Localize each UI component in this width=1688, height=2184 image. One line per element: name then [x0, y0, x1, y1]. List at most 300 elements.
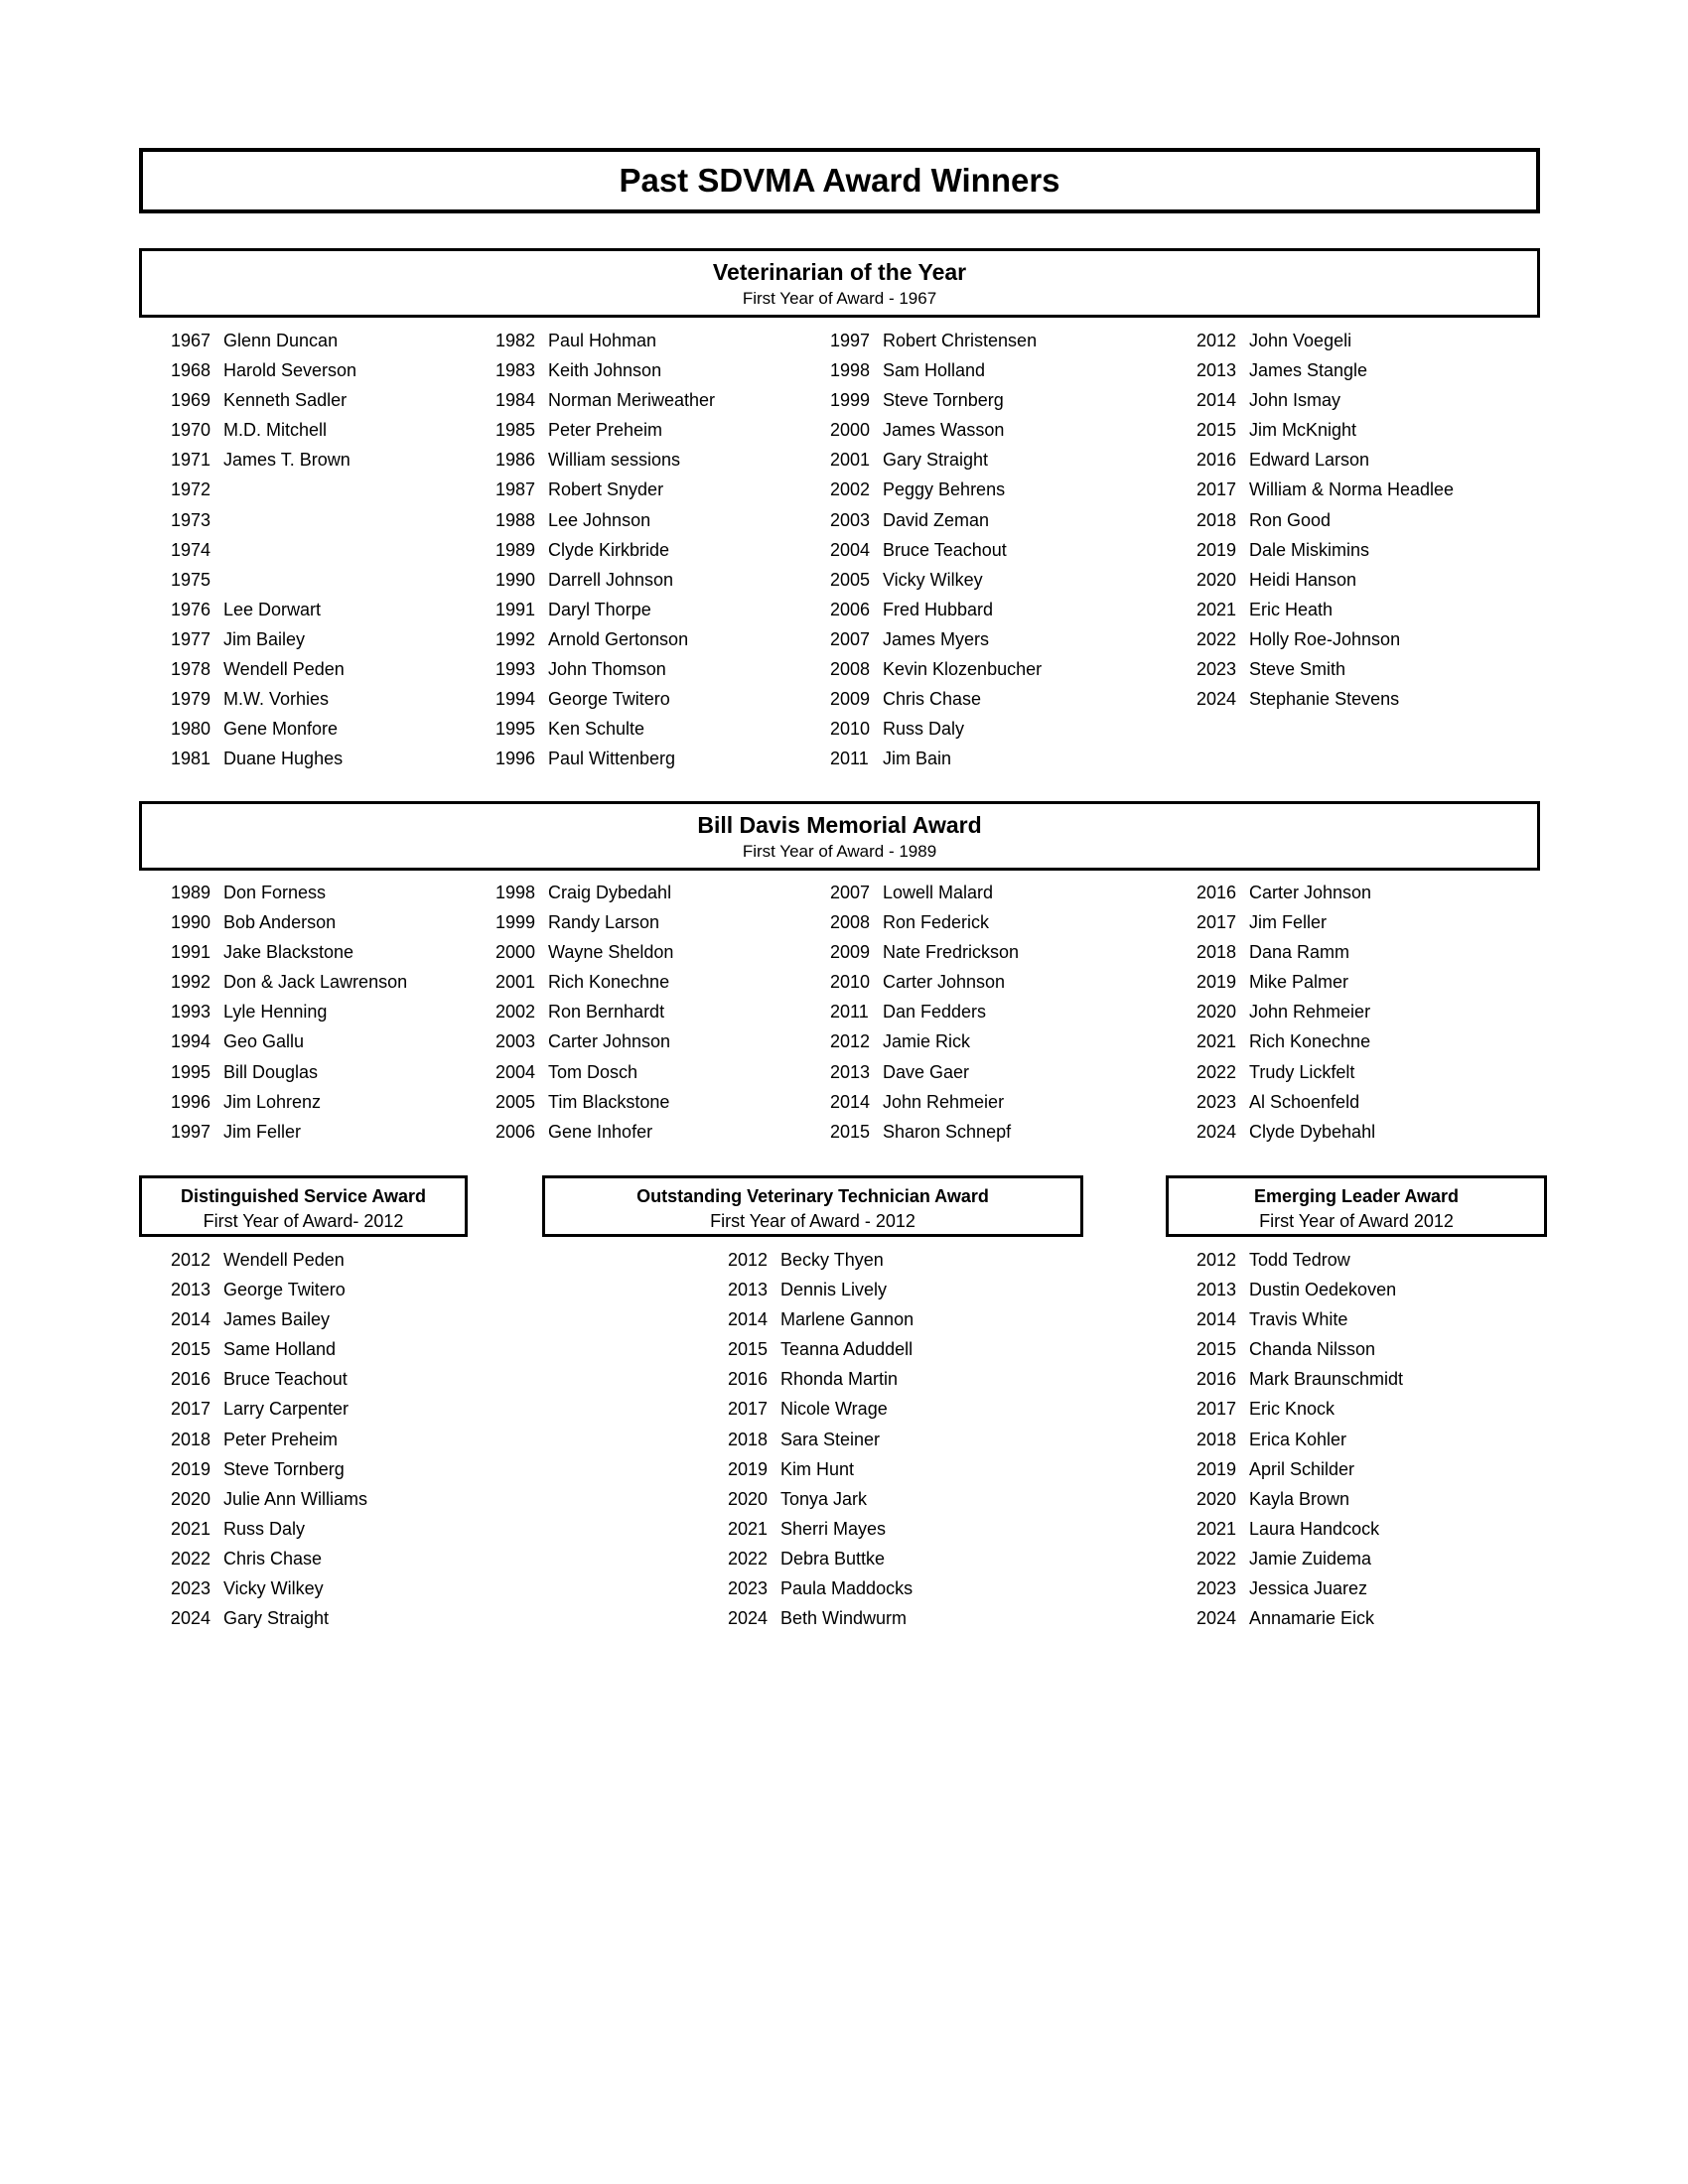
award-recipient: Julie Ann Williams: [223, 1488, 368, 1509]
award-recipient: Robert Snyder: [548, 479, 664, 500]
award-recipient: Kim Hunt: [780, 1458, 855, 1479]
award-entry: [495, 475, 715, 504]
award-year: 2016: [1196, 883, 1237, 902]
award-year: 2017: [728, 1399, 769, 1420]
section-title: Bill Davis Memorial Award: [697, 812, 982, 838]
award-entry: [171, 1484, 367, 1514]
award-recipient: Annamarie Eick: [1249, 1608, 1375, 1629]
award-recipient: Norman Meriweather: [548, 390, 716, 411]
award-recipient: Teanna Aduddell: [780, 1339, 914, 1360]
award-year: 1996: [171, 1091, 211, 1112]
award-year: 2018: [1196, 1429, 1237, 1449]
award-entry: [495, 878, 673, 907]
award-entry: [830, 997, 1019, 1026]
award-recipient: Kayla Brown: [1249, 1488, 1350, 1509]
award-year: 2014: [728, 1309, 769, 1330]
award-recipient: Tom Dosch: [548, 1061, 638, 1082]
award-recipient: Craig Dybedahl: [548, 883, 672, 902]
award-entry: [830, 385, 1042, 415]
section-title: Veterinarian of the Year: [712, 259, 967, 285]
award-year: 1995: [495, 719, 536, 740]
award-entry: [1196, 1026, 1375, 1056]
award-entry: [171, 1573, 367, 1603]
award-entry: [1196, 1334, 1403, 1364]
award-recipient: Al Schoenfeld: [1249, 1091, 1360, 1112]
award-recipient: Lee Dorwart: [223, 599, 322, 619]
award-recipient: Peter Preheim: [223, 1429, 339, 1449]
award-recipient: Ron Bernhardt: [548, 1002, 665, 1023]
award-recipient: Paul Hohman: [548, 331, 657, 350]
award-recipient: Same Holland: [223, 1339, 337, 1360]
award-recipient: Chanda Nilsson: [1249, 1339, 1376, 1360]
award-recipient: James T. Brown: [223, 450, 351, 471]
award-recipient: Dennis Lively: [780, 1280, 888, 1300]
award-entry: [830, 565, 1042, 595]
award-entry: [171, 1057, 407, 1087]
award-year: 2014: [171, 1309, 211, 1330]
award-entry: [1196, 565, 1454, 595]
award-recipient: Russ Daly: [223, 1518, 306, 1539]
award-year: 1989: [495, 539, 536, 560]
award-entry: [830, 475, 1042, 504]
award-recipient: Wendell Peden: [223, 659, 345, 680]
award-recipient: Rich Konechne: [1249, 1031, 1371, 1052]
award-entry: [830, 1087, 1019, 1117]
bill-davis-col-3: [830, 878, 1019, 1147]
award-entry: [830, 744, 1042, 773]
award-recipient: Debra Buttke: [780, 1548, 886, 1569]
award-entry: [1196, 937, 1375, 967]
award-recipient: Steve Tornberg: [223, 1458, 345, 1479]
award-entry: [495, 654, 715, 684]
award-recipient: Clyde Dybehahl: [1249, 1121, 1376, 1142]
award-recipient: Randy Larson: [548, 912, 660, 933]
award-entry: [728, 1364, 914, 1394]
award-recipient: Jamie Zuidema: [1249, 1548, 1372, 1569]
award-recipient: Vicky Wilkey: [223, 1578, 324, 1599]
section-subtitle: First Year of Award - 1989: [742, 842, 937, 861]
award-recipient: Nate Fredrickson: [883, 942, 1020, 963]
award-recipient: Peter Preheim: [548, 420, 663, 441]
award-entry: [1196, 1394, 1403, 1424]
award-entry: [171, 385, 356, 415]
award-year: 1989: [171, 883, 211, 902]
award-year: 2021: [171, 1518, 211, 1539]
award-year: 2009: [830, 689, 871, 710]
award-year: 1980: [171, 719, 211, 740]
award-year: 2012: [728, 1250, 769, 1270]
award-year: 2012: [830, 1031, 871, 1052]
award-entry: [171, 445, 356, 475]
award-recipient: Jessica Juarez: [1249, 1578, 1368, 1599]
award-entry: [171, 535, 356, 565]
award-year: 2023: [171, 1578, 211, 1599]
award-recipient: Eric Knock: [1249, 1399, 1336, 1420]
award-year: 2017: [171, 1399, 211, 1420]
award-recipient: Jim Feller: [1249, 912, 1328, 933]
award-entry: [1196, 505, 1454, 535]
award-year: 2013: [1196, 1280, 1237, 1300]
award-entry: [495, 505, 715, 535]
award-entry: [1196, 1544, 1403, 1573]
award-entry: [495, 1087, 673, 1117]
award-recipient: Robert Christensen: [883, 331, 1038, 350]
award-recipient: Arnold Gertonson: [548, 628, 689, 649]
award-year: 2013: [728, 1280, 769, 1300]
award-entry: [830, 1057, 1019, 1087]
award-recipient: Sara Steiner: [780, 1429, 881, 1449]
award-entry: [1196, 1275, 1403, 1304]
vet-of-year-col-4: [1196, 326, 1454, 714]
award-year: 1972: [171, 479, 211, 500]
award-year: 1984: [495, 390, 536, 411]
award-entry: [1196, 445, 1454, 475]
award-entry: [495, 907, 673, 937]
award-entry: [495, 684, 715, 714]
award-year: 2002: [495, 1002, 536, 1023]
award-entry: [171, 1304, 367, 1334]
award-recipient: Harold Severson: [223, 360, 357, 381]
section-title: Outstanding Veterinary Technician Award: [636, 1186, 989, 1206]
award-entry: [830, 907, 1019, 937]
award-year: 2008: [830, 912, 871, 933]
award-year: 2021: [1196, 599, 1237, 619]
award-recipient: Jim Feller: [223, 1121, 302, 1142]
award-recipient: Lowell Malard: [883, 883, 994, 902]
award-year: 2024: [728, 1608, 769, 1629]
award-entry: [171, 937, 407, 967]
award-entry: [830, 1117, 1019, 1147]
award-recipient: Duane Hughes: [223, 749, 344, 769]
vet-of-year-col-3: [830, 326, 1042, 773]
award-year: 2000: [830, 420, 871, 441]
award-entry: [728, 1304, 914, 1334]
award-year: 1990: [495, 569, 536, 590]
emerging-leader-header: [1166, 1175, 1547, 1237]
award-year: 1968: [171, 360, 211, 381]
award-year: 2018: [728, 1429, 769, 1449]
award-year: 2019: [1196, 972, 1237, 993]
award-entry: [171, 475, 356, 504]
award-recipient: Gary Straight: [883, 450, 989, 471]
award-entry: [1196, 997, 1375, 1026]
section-title: Emerging Leader Award: [1253, 1186, 1460, 1206]
award-recipient: Carter Johnson: [1249, 883, 1372, 902]
award-recipient: Ken Schulte: [548, 719, 645, 740]
award-entry: [1196, 595, 1454, 624]
award-entry: [171, 1544, 367, 1573]
award-year: 1981: [171, 749, 211, 769]
vet-of-year-header: [139, 248, 1540, 318]
award-entry: [495, 937, 673, 967]
award-entry: [728, 1573, 914, 1603]
award-year: 1975: [171, 569, 211, 590]
award-year: 2022: [1196, 1061, 1237, 1082]
award-recipient: Larry Carpenter: [223, 1399, 350, 1420]
award-entry: [171, 1117, 407, 1147]
award-year: 2020: [1196, 569, 1237, 590]
section-subtitle: First Year of Award- 2012: [203, 1211, 404, 1231]
award-entry: [495, 535, 715, 565]
award-entry: [171, 878, 407, 907]
award-recipient: Wayne Sheldon: [548, 942, 674, 963]
award-recipient: Gary Straight: [223, 1608, 330, 1629]
award-recipient: John Rehmeier: [883, 1091, 1005, 1112]
award-year: 2023: [1196, 1578, 1237, 1599]
award-entry: [1196, 907, 1375, 937]
award-entry: [171, 1026, 407, 1056]
award-recipient: Becky Thyen: [780, 1250, 884, 1270]
award-year: 2014: [1196, 1309, 1237, 1330]
award-entry: [171, 684, 356, 714]
award-entry: [171, 415, 356, 445]
award-year: 2015: [830, 1121, 871, 1142]
award-entry: [830, 624, 1042, 654]
award-entry: [1196, 878, 1375, 907]
award-entry: [1196, 475, 1454, 504]
award-year: 2017: [1196, 1399, 1237, 1420]
award-entry: [1196, 355, 1454, 385]
award-year: 2019: [1196, 539, 1237, 560]
award-year: 2021: [1196, 1031, 1237, 1052]
award-year: 1969: [171, 390, 211, 411]
award-entry: [1196, 1484, 1403, 1514]
award-entry: [495, 997, 673, 1026]
award-year: 1971: [171, 450, 211, 471]
award-entry: [495, 1117, 673, 1147]
award-entry: [728, 1514, 914, 1544]
award-year: 2022: [1196, 628, 1237, 649]
award-year: 2006: [495, 1121, 536, 1142]
award-year: 2023: [728, 1578, 769, 1599]
award-recipient: Dana Ramm: [1249, 942, 1350, 963]
award-year: 2001: [830, 450, 871, 471]
award-recipient: Vicky Wilkey: [883, 569, 983, 590]
award-year: 2020: [728, 1488, 769, 1509]
award-recipient: Travis White: [1249, 1309, 1348, 1330]
award-entry: [171, 1454, 367, 1484]
award-year: 1998: [495, 883, 536, 902]
award-recipient: James Stangle: [1249, 360, 1368, 381]
award-year: 1999: [495, 912, 536, 933]
award-recipient: William & Norma Headlee: [1249, 479, 1455, 500]
award-recipient: Steve Smith: [1249, 659, 1346, 680]
award-entry: [171, 967, 407, 997]
award-entry: [171, 1245, 367, 1275]
award-entry: [1196, 967, 1375, 997]
award-recipient: Jim McKnight: [1249, 420, 1357, 441]
award-recipient: Jamie Rick: [883, 1031, 971, 1052]
award-entry: [830, 654, 1042, 684]
award-year: 2023: [1196, 1091, 1237, 1112]
award-entry: [171, 1514, 367, 1544]
award-recipient: Laura Handcock: [1249, 1518, 1380, 1539]
award-entry: [1196, 385, 1454, 415]
award-recipient: Sam Holland: [883, 360, 986, 381]
award-entry: [830, 967, 1019, 997]
award-recipient: Sharon Schnepf: [883, 1121, 1012, 1142]
award-entry: [495, 595, 715, 624]
award-recipient: Stephanie Stevens: [1249, 689, 1400, 710]
award-year: 1974: [171, 539, 211, 560]
award-recipient: William sessions: [548, 450, 681, 471]
page-title: Past SDVMA Award Winners: [619, 162, 1060, 199]
award-year: 1970: [171, 420, 211, 441]
award-year: 2016: [728, 1369, 769, 1390]
award-entry: [495, 355, 715, 385]
award-year: 2019: [728, 1458, 769, 1479]
award-year: 1994: [495, 689, 536, 710]
award-entry: [171, 654, 356, 684]
award-entry: [830, 937, 1019, 967]
award-year: 2024: [1196, 689, 1237, 710]
award-entry: [171, 907, 407, 937]
award-recipient: Tim Blackstone: [548, 1091, 670, 1112]
award-entry: [728, 1394, 914, 1424]
award-recipient: Bob Anderson: [223, 912, 337, 933]
award-entry: [171, 1364, 367, 1394]
award-entry: [728, 1454, 914, 1484]
award-year: 2010: [830, 972, 871, 993]
award-recipient: Dave Gaer: [883, 1061, 970, 1082]
award-recipient: Steve Tornberg: [883, 390, 1004, 411]
award-recipient: Todd Tedrow: [1249, 1250, 1350, 1270]
award-entry: [171, 1087, 407, 1117]
award-entry: [1196, 535, 1454, 565]
award-entry: [1196, 1304, 1403, 1334]
award-year: 2016: [1196, 1369, 1237, 1390]
award-recipient: Geo Gallu: [223, 1031, 305, 1052]
award-recipient: Trudy Lickfelt: [1249, 1061, 1355, 1082]
bill-davis-col-1: [171, 878, 407, 1147]
award-year: 2003: [495, 1031, 536, 1052]
award-recipient: Beth Windwurm: [780, 1608, 908, 1629]
award-year: 1987: [495, 479, 536, 500]
award-entry: [728, 1544, 914, 1573]
award-entry: [495, 1057, 673, 1087]
award-year: 2019: [1196, 1458, 1237, 1479]
award-recipient: Rhonda Martin: [780, 1369, 899, 1390]
award-recipient: Paula Maddocks: [780, 1578, 914, 1599]
award-year: 2012: [1196, 1250, 1237, 1270]
vet-tech-list: [728, 1245, 914, 1633]
award-year: 2014: [1196, 390, 1237, 411]
award-year: 1992: [171, 972, 211, 993]
award-entry: [830, 878, 1019, 907]
award-entry: [830, 714, 1042, 744]
award-year: 2020: [1196, 1488, 1237, 1509]
award-year: 1988: [495, 509, 536, 530]
award-year: 1993: [495, 659, 536, 680]
award-entry: [728, 1425, 914, 1454]
award-recipient: Bruce Teachout: [223, 1369, 348, 1390]
award-entry: [830, 535, 1042, 565]
award-year: 1985: [495, 420, 536, 441]
award-entry: [1196, 1454, 1403, 1484]
award-year: 1979: [171, 689, 211, 710]
award-entry: [830, 445, 1042, 475]
award-entry: [728, 1275, 914, 1304]
bill-davis-col-2: [495, 878, 673, 1147]
award-year: 2003: [830, 509, 871, 530]
award-recipient: Dustin Oedekoven: [1249, 1280, 1397, 1300]
award-entry: [830, 505, 1042, 535]
award-year: 1999: [830, 390, 871, 411]
award-entry: [495, 624, 715, 654]
vet-of-year-col-1: [171, 326, 356, 773]
award-year: 1983: [495, 360, 536, 381]
award-recipient: Carter Johnson: [883, 972, 1006, 993]
award-recipient: Nicole Wrage: [780, 1399, 888, 1420]
award-year: 1967: [171, 331, 211, 350]
award-year: 1978: [171, 659, 211, 680]
award-recipient: Fred Hubbard: [883, 599, 994, 619]
award-year: 2018: [1196, 942, 1237, 963]
award-entry: [171, 714, 356, 744]
award-year: 1993: [171, 1002, 211, 1023]
award-year: 2014: [830, 1091, 871, 1112]
award-recipient: Tonya Jark: [780, 1488, 868, 1509]
award-recipient: George Twitero: [223, 1280, 346, 1300]
award-recipient: Don Forness: [223, 883, 327, 902]
award-year: 2007: [830, 883, 871, 902]
award-year: 1994: [171, 1031, 211, 1052]
award-entry: [171, 744, 356, 773]
award-recipient: Jim Bailey: [223, 628, 306, 649]
award-recipient: Chris Chase: [223, 1548, 323, 1569]
award-recipient: John Thomson: [548, 659, 666, 680]
section-subtitle: First Year of Award - 1967: [742, 289, 937, 308]
award-year: 2002: [830, 479, 871, 500]
award-year: 2011: [830, 749, 869, 769]
award-recipient: Russ Daly: [883, 719, 965, 740]
award-year: 1976: [171, 599, 211, 619]
award-entry: [171, 1394, 367, 1424]
award-entry: [171, 326, 356, 355]
award-recipient: James Myers: [883, 628, 990, 649]
award-year: 2005: [495, 1091, 536, 1112]
award-recipient: Peggy Behrens: [883, 479, 1006, 500]
award-entry: [171, 1425, 367, 1454]
award-entry: [171, 997, 407, 1026]
award-entry: [1196, 1364, 1403, 1394]
award-recipient: Erica Kohler: [1249, 1429, 1347, 1449]
award-year: 2024: [171, 1608, 211, 1629]
bill-davis-col-4: [1196, 878, 1375, 1147]
award-entry: [830, 326, 1042, 355]
award-year: 2020: [171, 1488, 211, 1509]
award-recipient: Clyde Kirkbride: [548, 539, 670, 560]
award-year: 2006: [830, 599, 871, 619]
award-year: 2013: [171, 1280, 211, 1300]
award-year: 1991: [171, 942, 211, 963]
award-entry: [495, 415, 715, 445]
award-year: 2019: [171, 1458, 211, 1479]
award-year: 2024: [1196, 1121, 1237, 1142]
award-entry: [728, 1603, 914, 1633]
award-recipient: Gene Monfore: [223, 719, 339, 740]
award-year: 2015: [171, 1339, 211, 1360]
award-year: 1996: [495, 749, 536, 769]
award-recipient: M.D. Mitchell: [223, 420, 328, 441]
award-year: 2015: [728, 1339, 769, 1360]
award-recipient: George Twitero: [548, 689, 670, 710]
award-year: 2021: [1196, 1518, 1237, 1539]
award-entry: [171, 1334, 367, 1364]
award-year: 2008: [830, 659, 871, 680]
award-entry: [495, 1026, 673, 1056]
award-recipient: Mike Palmer: [1249, 972, 1349, 993]
